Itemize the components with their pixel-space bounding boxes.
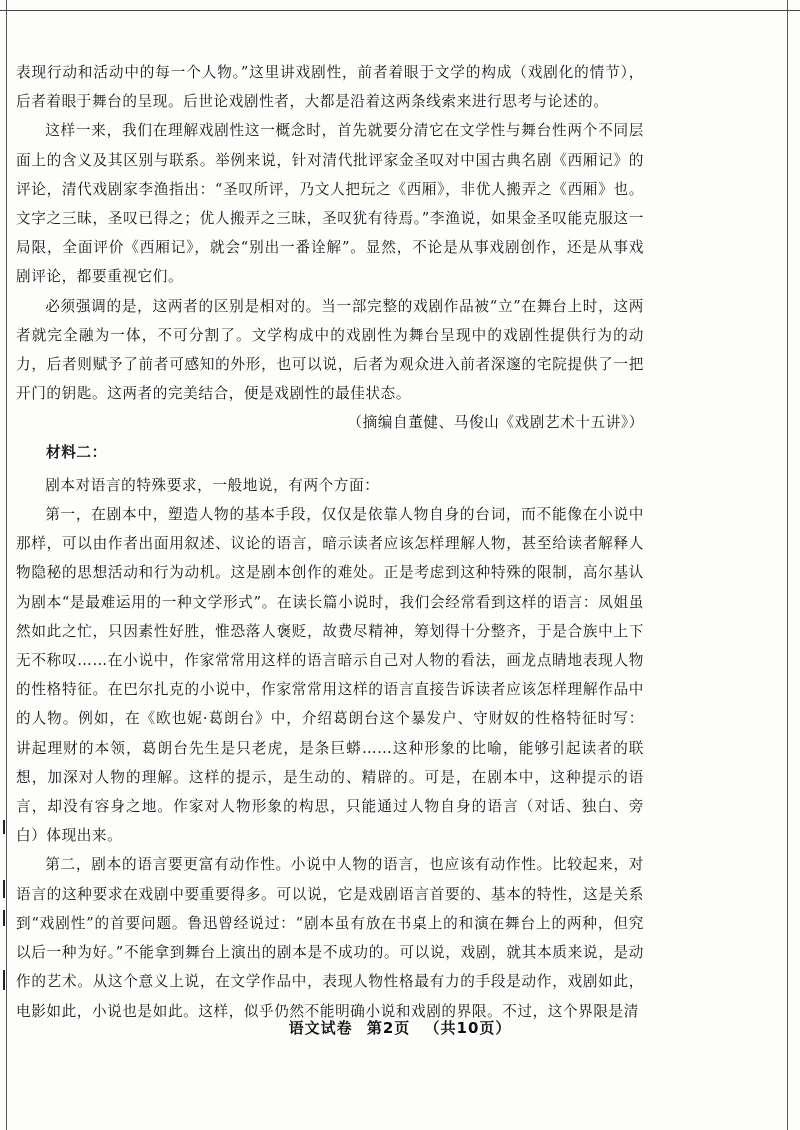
scan-artifact bbox=[3, 880, 5, 898]
paragraph-2: 这样一来，我们在理解戏剧性这一概念时，首先就要分清它在文学性与舞台性两个不同层面上的含义及其区别与联系。举例来说，针对清代批评家金圣叹对中国古典名剧《西厢记》的评论，清代戏剧家李渔指出：“圣叹所评，乃文人把玩之《西厢》，非优人搬弄之《西厢》也。文字之三昧，圣叹已得之；优人搬弄之三昧，圣叹犹有待焉。”李渔说，如果金圣叹能克服这一局限，全面评价《西厢记》，就会“别出一番诠解”。显然，不论是从事戏剧创作，还是从事戏剧评论，都要重视它们。 bbox=[16, 122, 644, 286]
scan-artifact bbox=[3, 970, 5, 990]
source-citation: （摘编自董健、马俊山《戏剧艺术十五讲》） bbox=[347, 414, 644, 432]
page-top-edge bbox=[0, 10, 800, 11]
paragraph-1: 表现行动和活动中的每一个人物。”这里讲戏剧性，前者着眼于文学的构成（戏剧化的情节），后者着眼于舞台的呈现。后世论戏剧性者，大都是沿着这两条线索来进行思考与论述的。 bbox=[16, 64, 644, 111]
paragraph-3: 必须强调的是，这两者的区别是相对的。当一部完整的戏剧作品被“立”在舞台上时，这两者就完全融为一体，不可分割了。文学构成中的戏剧性为舞台呈现中的戏剧性提供行为的动力，后者则赋予了前者可感知的外形，也可以说，后者为观众进入前者深邃的宅院提供了一把开门的钥匙。这两者的完美结合，便是戏剧性的最佳状态。 bbox=[16, 297, 644, 403]
page-right-edge bbox=[787, 0, 788, 1130]
footer-subject: 语文试卷 bbox=[288, 1019, 353, 1037]
footer-page-total: （共10页） bbox=[424, 1019, 512, 1037]
material-two-heading: 材料二： bbox=[46, 443, 107, 461]
scan-artifact bbox=[3, 910, 5, 926]
scan-artifact bbox=[3, 820, 5, 834]
footer-page-number: 第2页 bbox=[366, 1019, 411, 1037]
material-one-body bbox=[16, 58, 644, 1026]
material-two-point-two: 第二，剧本的语言要更富有动作性。小说中人物的语言，也应该有动作性。比较起来，对语言的这种要求在戏剧中要重要得多。可以说，它是戏剧语言首要的、基本的特性，这是关系到“戏剧性”的首要问题。鲁迅曾经说过：“剧本虽有放在书桌上的和演在舞台上的两种，但究以后一种为好。”不能拿到舞台上演出的剧本是不成功的。可以说，戏剧，就其本质来说，是动作的艺术。从这个意义上说，在文学作品中，表现人物性格最有力的手段是动作，戏剧如此，电影如此，小说也是如此。这样，似乎仍然不能明确小说和戏剧的界限。不过，这个界限是清 bbox=[16, 856, 644, 1020]
page-footer bbox=[0, 1017, 800, 1038]
page-left-edge bbox=[6, 0, 7, 1130]
material-two-point-one: 第一，在剧本中，塑造人物的基本手段，仅仅是依靠人物自身的台词，而不能像在小说中那样，可以由作者出面用叙述、议论的语言，暗示读者应该怎样理解人物，甚至给读者解释人物隐秘的思想活动和行为动机。这是剧本创作的难处。正是考虑到这种特殊的限制，高尔基认为剧本“是最难运用的一种文学形式”。在读长篇小说时，我们会经常看到这样的语言：凤姐虽然如此之忙，只因素性好胜，惟恐落人褒贬，故费尽精神，筹划得十分整齐，于是合族中上下无不称叹……在小说中，作家常常用这样的语言暗示自己对人物的看法，画龙点睛地表现人物的性格特征。在巴尔扎克的小说中，作家常常用这样的语言直接告诉读者应该怎样理解作品中的人物。例如，在《欧也妮·葛朗台》中，介绍葛朗台这个暴发户、守财奴的性格特征时写：讲起理财的本领，葛朗台先生是只老虎，是条巨蟒……这种形象的比喻，能够引起读者的联想，加深对人物的理解。这样的提示，是生动的、精辟的。可是，在剧本中，这种提示的语言，却没有容身之地。作家对人物形象的构思，只能通过人物自身的语言（对话、独白、旁白）体现出来。 bbox=[16, 506, 644, 845]
material-two-intro: 剧本对语言的特殊要求，一般地说，有两个方面： bbox=[45, 476, 380, 494]
